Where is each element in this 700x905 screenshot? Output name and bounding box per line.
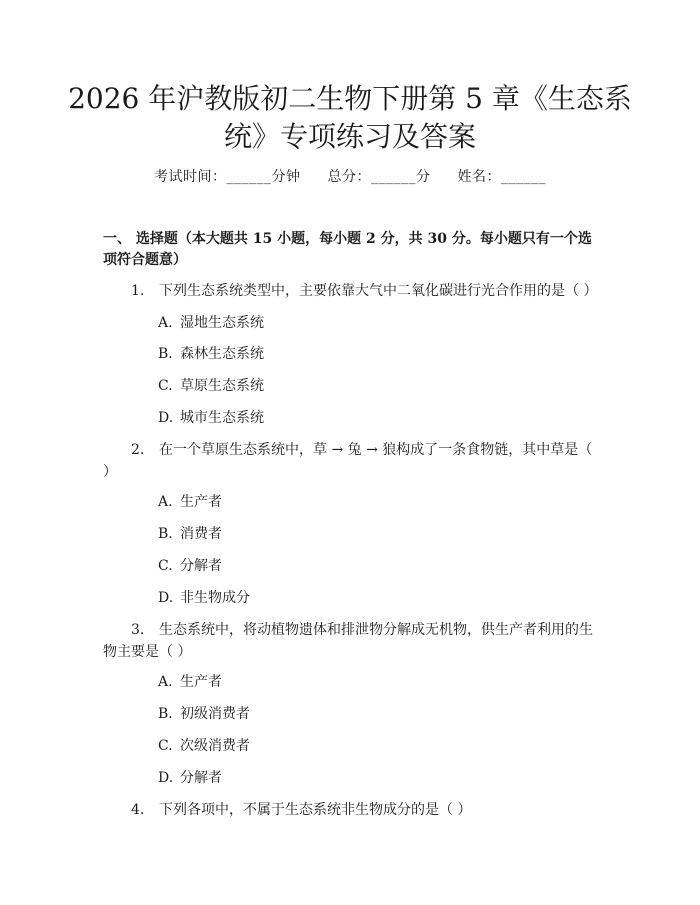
option-letter: B. [158, 526, 173, 542]
title-line-1: 2026 年沪教版初二生物下册第 5 章《生态系 [68, 82, 632, 115]
option-3d[interactable] [158, 767, 222, 789]
exam-time: 考试时间：______分钟 [154, 169, 301, 185]
question-2 [103, 439, 603, 483]
option-3a[interactable] [158, 671, 222, 693]
question-4 [103, 799, 603, 821]
option-2c[interactable] [158, 555, 222, 577]
question-number: 2. [131, 442, 145, 458]
option-text: 生产者 [180, 674, 222, 690]
option-3c[interactable] [158, 735, 250, 757]
exam-score: 总分：______分 [327, 169, 431, 185]
exam-meta [0, 166, 700, 186]
option-letter: D. [158, 410, 174, 426]
option-1d[interactable] [158, 407, 264, 429]
option-text: 非生物成分 [180, 590, 250, 606]
option-3b[interactable] [158, 703, 250, 725]
question-text: 下列各项中，不属于生态系统非生物成分的是（ ） [159, 802, 472, 818]
title-line-2: 统》专项练习及答案 [223, 120, 476, 153]
option-letter: A. [158, 494, 173, 510]
option-text: 消费者 [180, 526, 222, 542]
question-number: 4. [131, 802, 145, 818]
option-letter: D. [158, 590, 174, 606]
option-2a[interactable] [158, 491, 222, 513]
question-number: 3. [131, 622, 145, 638]
option-text: 生产者 [180, 494, 222, 510]
option-letter: A. [158, 315, 173, 331]
option-letter: B. [158, 706, 173, 722]
option-text: 湿地生态系统 [180, 315, 264, 331]
option-letter: C. [158, 378, 173, 394]
option-1c[interactable] [158, 375, 264, 397]
question-text: 下列生态系统类型中，主要依靠大气中二氧化碳进行光合作用的是（ ） [159, 283, 598, 299]
option-1b[interactable] [158, 343, 264, 365]
option-letter: C. [158, 738, 173, 754]
option-text: 初级消费者 [180, 706, 250, 722]
option-text: 分解者 [180, 770, 222, 786]
option-1a[interactable] [158, 312, 264, 334]
question-text: 生态系统中，将动植物遗体和排泄物分解成无机物，供生产者利用的生物主要是（ ） [103, 622, 593, 660]
option-letter: D. [158, 770, 174, 786]
question-1 [103, 280, 603, 302]
option-text: 草原生态系统 [180, 378, 264, 394]
question-3 [103, 619, 603, 663]
option-letter: A. [158, 674, 173, 690]
section-title: 一、 选择题（本大题共 15 小题，每小题 2 分，共 30 分。每小题只有一个选项符合题意） [103, 231, 592, 268]
question-text: 在一个草原生态系统中，草 → 兔 → 狼构成了一条食物链，其中草是（ ） [103, 442, 593, 480]
option-2d[interactable] [158, 587, 250, 609]
page-title [60, 80, 640, 156]
option-letter: B. [158, 346, 173, 362]
option-letter: C. [158, 558, 173, 574]
option-text: 森林生态系统 [180, 346, 264, 362]
question-number: 1. [131, 283, 145, 299]
option-text: 城市生态系统 [180, 410, 264, 426]
option-text: 次级消费者 [180, 738, 250, 754]
option-2b[interactable] [158, 523, 222, 545]
option-text: 分解者 [180, 558, 222, 574]
exam-name: 姓名：______ [457, 169, 546, 185]
